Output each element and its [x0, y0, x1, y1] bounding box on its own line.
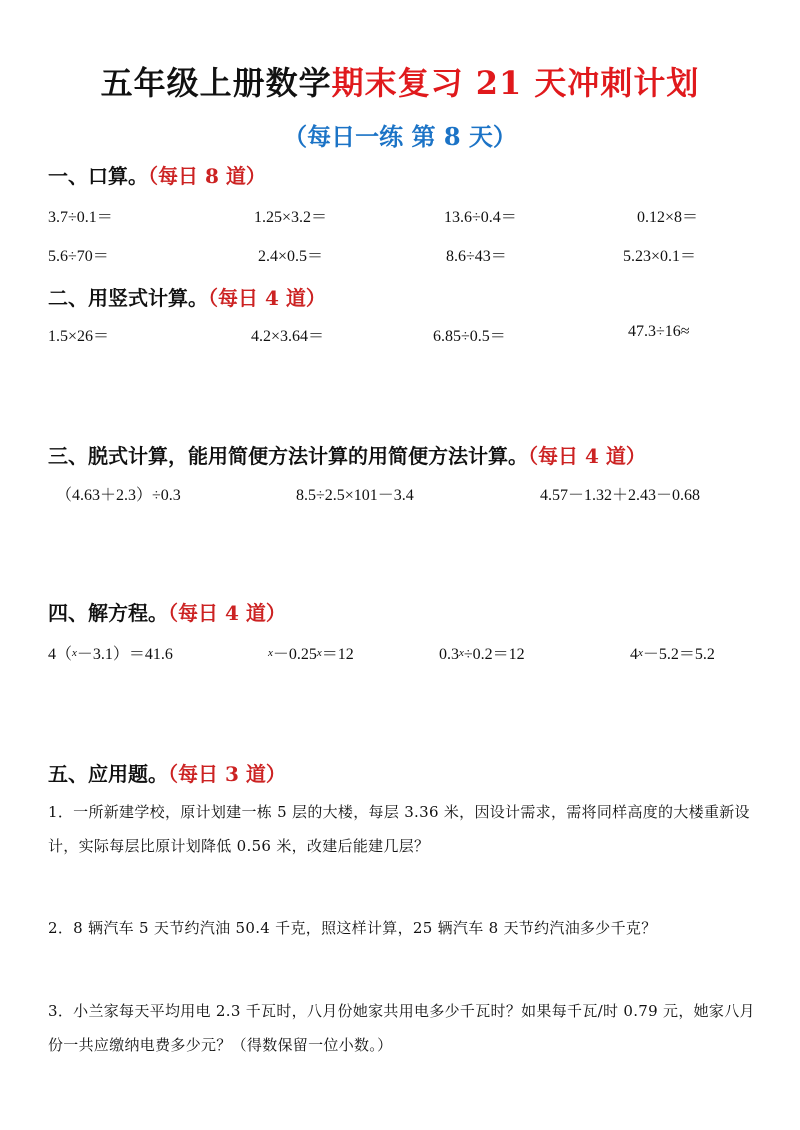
equation-1-post: －3.1）＝41.6 — [76, 646, 173, 663]
section-5-tag: （每日 3 道） — [168, 762, 286, 786]
step-item-3: 4.57－1.32＋2.43－0.68 — [540, 487, 701, 504]
word-problem-1: 1．一所新建学校，原计划建一栋 5 层的大楼，每层 3.36 米，因设计需求，需将同样高度的大楼重新设计，实际每层比原计划降低 0.56 米，改建后能建几层？ — [48, 803, 750, 855]
equation-4-post: －5.2＝5.2 — [642, 646, 715, 663]
oral-item-4: 0.12×8＝ — [637, 209, 699, 226]
equation-3-pre: 0.3 — [439, 646, 459, 663]
equation-2 — [268, 641, 354, 664]
section-1-title: 一、口算。 — [48, 164, 148, 188]
section-3-tag: （每日 4 道） — [528, 444, 646, 468]
vertical-item-1: 1.5×26＝ — [48, 328, 110, 345]
section-5-heading — [48, 758, 286, 787]
oral-item-6: 2.4×0.5＝ — [258, 248, 324, 265]
title-red: 期末复习 21 天冲刺计划 — [331, 64, 700, 102]
page-title — [0, 58, 800, 104]
equation-4 — [630, 641, 715, 664]
title-black: 五年级上册数学 — [100, 64, 332, 102]
equation-3-post: ÷0.2＝12 — [463, 646, 525, 663]
equation-2-var: x — [268, 647, 273, 659]
section-2-title: 二、用竖式计算。 — [48, 286, 208, 310]
section-4-heading — [48, 597, 286, 626]
equation-3-var: x — [459, 647, 464, 659]
oral-item-8: 5.23×0.1＝ — [623, 248, 697, 265]
word-problem-2: 2．8 辆汽车 5 天节约汽油 50.4 千克，照这样计算，25 辆汽车 8 天节约汽油多少千克？ — [48, 919, 657, 937]
oral-item-2: 1.25×3.2＝ — [254, 209, 328, 226]
equation-2-var2: x — [316, 647, 322, 659]
equation-4-var: x — [638, 647, 643, 659]
step-item-1: （4.63＋2.3）÷0.3 — [56, 487, 181, 504]
page-subtitle: （每日一练 第 8 天） — [283, 122, 517, 151]
equation-4-pre: 4 — [630, 646, 638, 663]
section-4-title: 四、解方程。 — [48, 601, 168, 625]
equation-1-var: x — [72, 647, 77, 659]
equation-3 — [439, 641, 525, 664]
equation-1-pre: 4（ — [48, 646, 73, 663]
equation-1 — [48, 641, 173, 664]
section-1-heading — [48, 160, 266, 189]
section-5-title: 五、应用题。 — [48, 762, 168, 786]
oral-item-3: 13.6÷0.4＝ — [444, 209, 517, 226]
section-2-heading — [48, 282, 326, 311]
oral-item-7: 8.6÷43＝ — [446, 248, 507, 265]
equation-2-mid: －0.25 — [272, 646, 317, 663]
section-3-title: 三、脱式计算，能用简便方法计算的用简便方法计算。 — [48, 444, 528, 468]
vertical-item-4: 47.3÷16≈ — [628, 323, 690, 340]
vertical-item-2: 4.2×3.64＝ — [251, 328, 325, 345]
equation-2-post: ＝12 — [321, 646, 354, 663]
section-2-tag: （每日 4 道） — [208, 286, 326, 310]
vertical-item-3: 6.85÷0.5＝ — [433, 328, 506, 345]
word-problem-3: 3．小兰家每天平均用电 2.3 千瓦时，八月份她家共用电多少千瓦时？如果每千瓦/时 0.79 元，她家八月份一共应缴纳电费多少元？（得数保留一位小数。） — [48, 1002, 755, 1054]
step-item-2: 8.5÷2.5×101－3.4 — [296, 487, 414, 504]
section-1-tag: （每日 8 道） — [148, 164, 266, 188]
section-3-heading — [48, 440, 646, 469]
oral-item-1: 3.7÷0.1＝ — [48, 209, 113, 226]
oral-item-5: 5.6÷70＝ — [48, 248, 109, 265]
section-4-tag: （每日 4 道） — [168, 601, 286, 625]
